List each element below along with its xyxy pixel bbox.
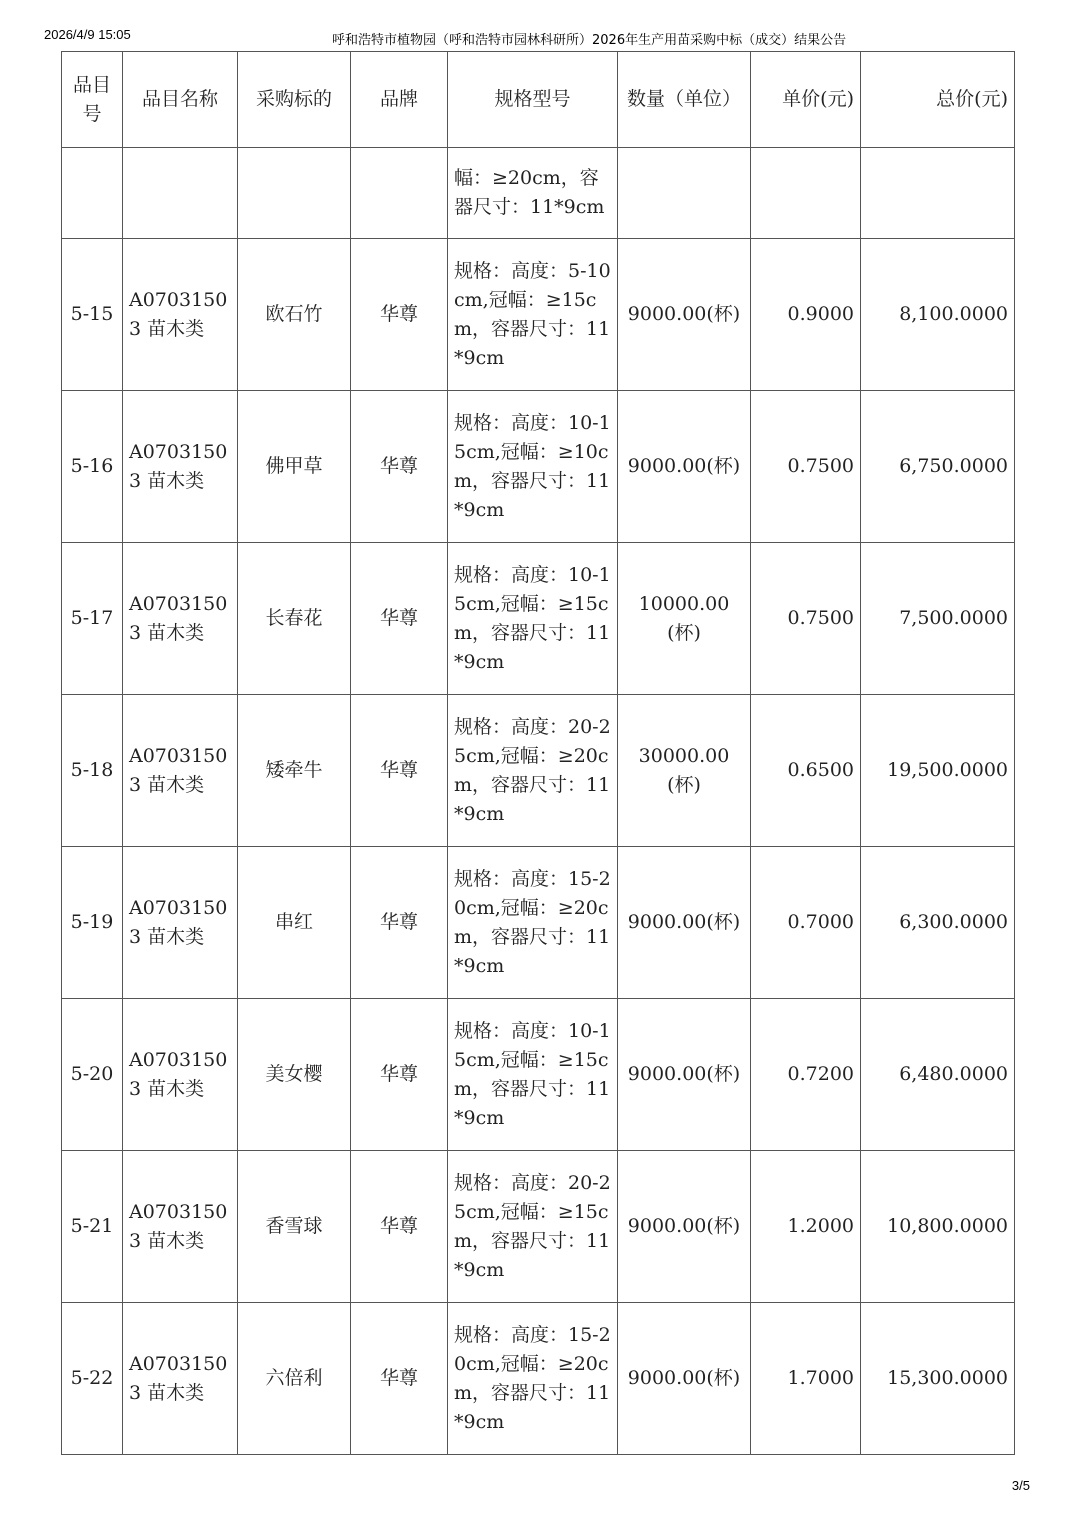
cell-unit-price: 0.6500 (751, 695, 861, 847)
cell-item-no: 5-16 (62, 391, 123, 543)
table-row (62, 1151, 1015, 1303)
cell-quantity: 9000.00(杯) (618, 1151, 751, 1303)
col-header-item-name: 品目名称 (123, 52, 238, 148)
cell-item-no: 5-20 (62, 999, 123, 1151)
cell-brand: 华尊 (351, 1303, 448, 1455)
cell-item-no: 5-15 (62, 239, 123, 391)
table-row (62, 1303, 1015, 1455)
print-datetime: 2026/4/9 15:05 (44, 27, 131, 42)
col-header-spec: 规格型号 (448, 52, 618, 148)
cell-total-price: 8,100.0000 (861, 239, 1015, 391)
table-row-continuation (62, 148, 1015, 239)
col-header-total-price: 总价(元) (861, 52, 1015, 148)
cell-spec: 规格：高度：20-25cm,冠幅：≥20cm，容器尺寸：11*9cm (448, 695, 618, 847)
cell-total-price: 10,800.0000 (861, 1151, 1015, 1303)
cell-empty (238, 148, 351, 239)
cell-unit-price: 1.7000 (751, 1303, 861, 1455)
document-title: 呼和浩特市植物园（呼和浩特市园林科研所）2026年生产用苗采购中标（成交）结果公告 (332, 33, 847, 48)
cell-quantity: 9000.00(杯) (618, 239, 751, 391)
table-header-row (62, 52, 1015, 148)
cell-empty (751, 148, 861, 239)
cell-item-category: A07031503 苗木类 (123, 391, 238, 543)
cell-item-no: 5-18 (62, 695, 123, 847)
cell-empty (62, 148, 123, 239)
cell-item-no: 5-19 (62, 847, 123, 999)
cell-spec: 规格：高度：15-20cm,冠幅：≥20cm，容器尺寸：11*9cm (448, 1303, 618, 1455)
cell-empty (861, 148, 1015, 239)
cell-subject: 欧石竹 (238, 239, 351, 391)
col-header-brand: 品牌 (351, 52, 448, 148)
cell-item-no: 5-17 (62, 543, 123, 695)
cell-total-price: 6,480.0000 (861, 999, 1015, 1151)
cell-total-price: 19,500.0000 (861, 695, 1015, 847)
cell-item-category: A07031503 苗木类 (123, 1303, 238, 1455)
cell-quantity: 9000.00(杯) (618, 1303, 751, 1455)
cell-unit-price: 0.7500 (751, 391, 861, 543)
cell-empty (351, 148, 448, 239)
cell-spec: 规格：高度：10-15cm,冠幅：≥15cm，容器尺寸：11*9cm (448, 543, 618, 695)
cell-item-category: A07031503 苗木类 (123, 695, 238, 847)
table-row (62, 999, 1015, 1151)
cell-unit-price: 0.7000 (751, 847, 861, 999)
page-number: 3/5 (1011, 1478, 1030, 1493)
cell-subject: 六倍利 (238, 1303, 351, 1455)
table-row (62, 847, 1015, 999)
cell-quantity: 10000.00(杯) (618, 543, 751, 695)
cell-quantity: 9000.00(杯) (618, 999, 751, 1151)
cell-unit-price: 1.2000 (751, 1151, 861, 1303)
cell-brand: 华尊 (351, 391, 448, 543)
col-header-unit-price: 单价(元) (751, 52, 861, 148)
cell-spec: 规格：高度：10-15cm,冠幅：≥10cm，容器尺寸：11*9cm (448, 391, 618, 543)
cell-item-category: A07031503 苗木类 (123, 1151, 238, 1303)
cell-item-category: A07031503 苗木类 (123, 999, 238, 1151)
cell-brand: 华尊 (351, 543, 448, 695)
cell-brand: 华尊 (351, 999, 448, 1151)
cell-subject: 香雪球 (238, 1151, 351, 1303)
cell-total-price: 7,500.0000 (861, 543, 1015, 695)
cell-quantity: 9000.00(杯) (618, 391, 751, 543)
procurement-table (61, 51, 1015, 1455)
cell-quantity: 9000.00(杯) (618, 847, 751, 999)
col-header-item-no: 品目号 (62, 52, 123, 148)
cell-spec: 规格：高度：20-25cm,冠幅：≥15cm，容器尺寸：11*9cm (448, 1151, 618, 1303)
cell-brand: 华尊 (351, 847, 448, 999)
table-row (62, 391, 1015, 543)
cell-spec: 幅：≥20cm，容器尺寸：11*9cm (448, 148, 618, 239)
cell-unit-price: 0.7200 (751, 999, 861, 1151)
table-row (62, 239, 1015, 391)
cell-subject: 长春花 (238, 543, 351, 695)
cell-spec: 规格：高度：5-10cm,冠幅：≥15cm，容器尺寸：11*9cm (448, 239, 618, 391)
table-row (62, 695, 1015, 847)
col-header-subject: 采购标的 (238, 52, 351, 148)
cell-empty (618, 148, 751, 239)
col-header-quantity: 数量（单位） (618, 52, 751, 148)
cell-brand: 华尊 (351, 239, 448, 391)
cell-item-category: A07031503 苗木类 (123, 543, 238, 695)
cell-total-price: 6,300.0000 (861, 847, 1015, 999)
cell-brand: 华尊 (351, 1151, 448, 1303)
cell-brand: 华尊 (351, 695, 448, 847)
cell-unit-price: 0.9000 (751, 239, 861, 391)
cell-item-no: 5-21 (62, 1151, 123, 1303)
cell-total-price: 6,750.0000 (861, 391, 1015, 543)
table-row (62, 543, 1015, 695)
cell-subject: 串红 (238, 847, 351, 999)
cell-total-price: 15,300.0000 (861, 1303, 1015, 1455)
cell-spec: 规格：高度：15-20cm,冠幅：≥20cm，容器尺寸：11*9cm (448, 847, 618, 999)
cell-unit-price: 0.7500 (751, 543, 861, 695)
cell-subject: 美女樱 (238, 999, 351, 1151)
cell-quantity: 30000.00(杯) (618, 695, 751, 847)
cell-spec: 规格：高度：10-15cm,冠幅：≥15cm，容器尺寸：11*9cm (448, 999, 618, 1151)
cell-item-category: A07031503 苗木类 (123, 239, 238, 391)
cell-empty (123, 148, 238, 239)
cell-item-category: A07031503 苗木类 (123, 847, 238, 999)
cell-subject: 矮牵牛 (238, 695, 351, 847)
cell-item-no: 5-22 (62, 1303, 123, 1455)
cell-subject: 佛甲草 (238, 391, 351, 543)
